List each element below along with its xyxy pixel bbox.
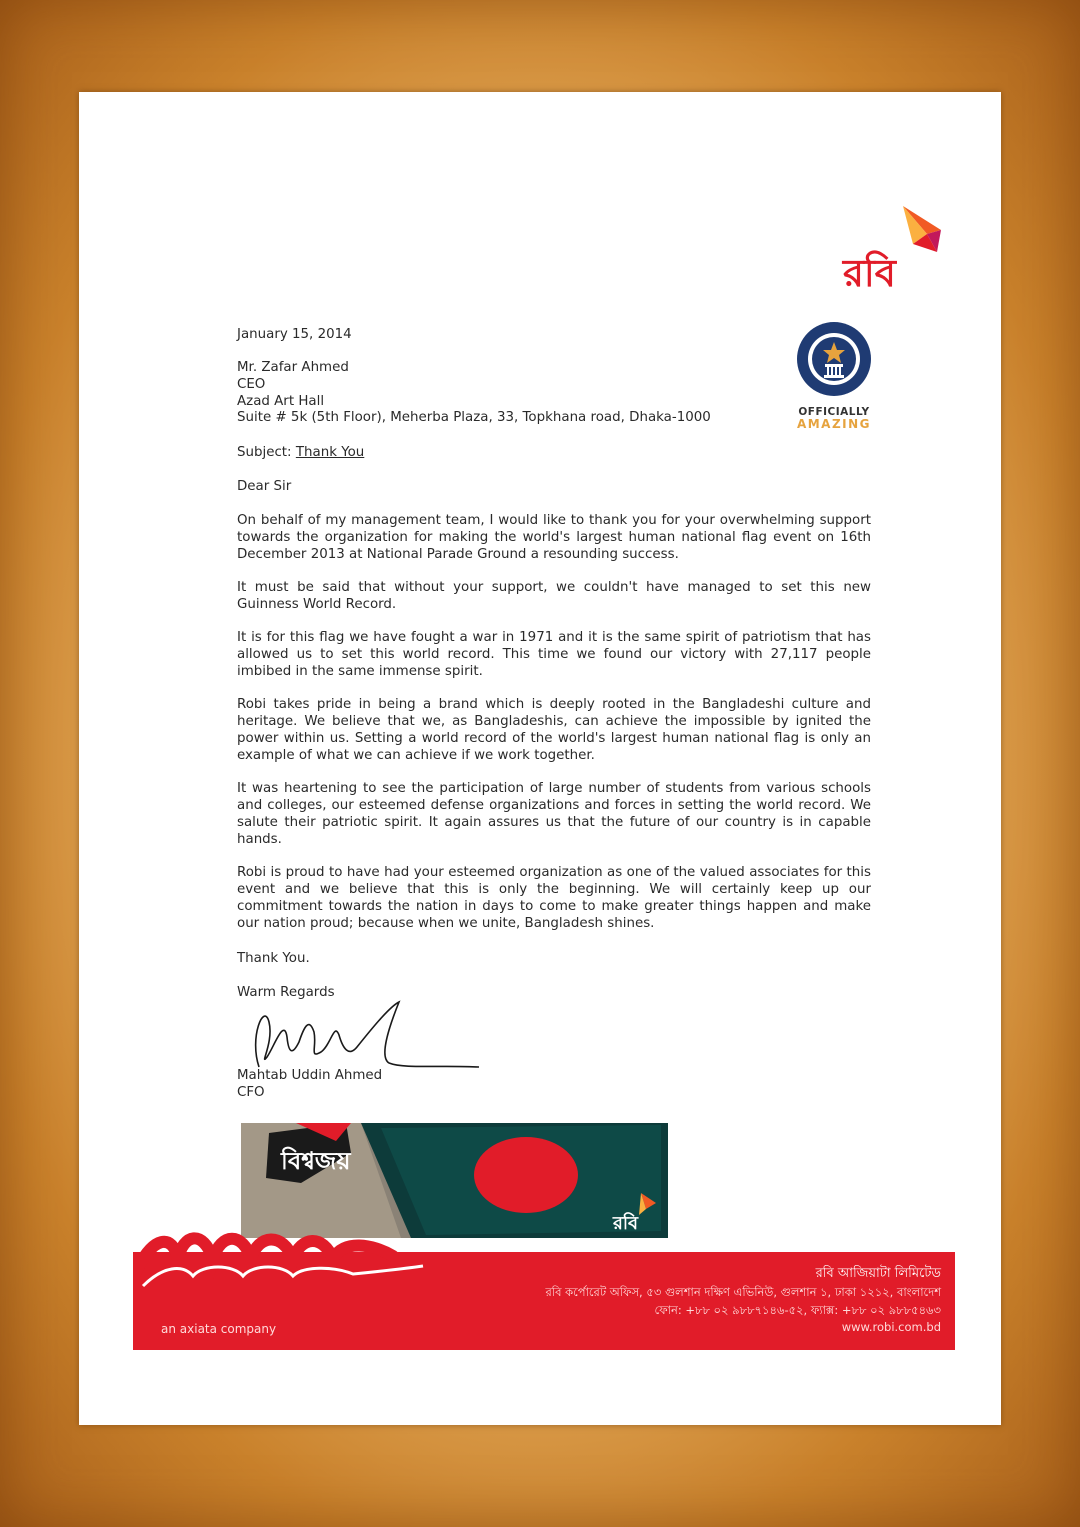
- body-paragraph-6: Robi is proud to have had your esteemed organization as one of the valued associates for this event and we believe that this is only the beginning. We will certainly keep up our commitment towards the nation in days to come to make greater things happen and make our nation proud; because when we unite, Bangladesh shines.: [237, 865, 871, 931]
- phone-fax-bengali: ফোন: +৮৮ ০২ ৯৮৮৭১৪৬-৫২, ফ্যাক্স: +৮৮ ০২ ৯৮৮৫৪৬৩: [654, 1303, 941, 1317]
- subject-text: Thank You: [295, 445, 365, 460]
- banner-robi-logo: রবি: [613, 1213, 639, 1234]
- company-name-bengali: রবি আজিয়াটা লিমিটেড: [815, 1266, 941, 1281]
- office-address-bengali: রবি কর্পোরেট অফিস, ৫৩ গুলশান দক্ষিণ এভিনিউ, গুলশান ১, ঢাকা ১২১২, বাংলাদেশ: [545, 1285, 941, 1299]
- subject-label: Subject:: [237, 445, 292, 460]
- body-paragraph-1: On behalf of my management team, I would like to thank you for your overwhelming support towards the organization for making the world's largest human national flag event on 16th December 2013 at National Parade Ground a resounding success.: [237, 513, 871, 562]
- warm-regards: Warm Regards: [237, 985, 335, 1000]
- letter-date: January 15, 2014: [237, 327, 352, 342]
- body-paragraph-3: It is for this flag we have fought a war in 1971 and it is the same spirit of patriotism that has allowed us to set this world record. This time we found our victory with 27,117 people imbibed in the same immense spirit.: [237, 630, 871, 679]
- badge-line-2: AMAZING: [796, 417, 872, 431]
- robi-logo: [841, 204, 951, 294]
- axiata-tagline: an axiata company: [161, 1322, 277, 1336]
- guinness-world-records-badge: [793, 320, 875, 432]
- body-paragraph-5: It was heartening to see the participation of large number of students from various schools and colleges, our esteemed defense organizations and forces in setting the world record. We salute their patriotic spirit. It again assures us that the future of our country is in capable hands.: [237, 781, 871, 847]
- recipient-company: Azad Art Hall: [237, 394, 325, 409]
- signer-name: Mahtab Uddin Ahmed: [237, 1068, 383, 1083]
- guinness-seal-icon: [795, 320, 873, 398]
- letter-page: [79, 92, 1001, 1425]
- decorative-script-art: [133, 1214, 433, 1294]
- signer-title: CFO: [237, 1085, 265, 1100]
- badge-line-1: OFFICIALLY: [798, 406, 870, 418]
- body-paragraph-2: It must be said that without your support, we couldn't have managed to set this new Guinness World Record.: [237, 580, 871, 612]
- recipient-name: Mr. Zafar Ahmed: [237, 360, 349, 375]
- subject-line: [237, 445, 364, 462]
- recipient-address: Suite # 5k (5th Floor), Meherba Plaza, 33, Topkhana road, Dhaka-1000: [237, 410, 711, 425]
- website-link[interactable]: www.robi.com.bd: [841, 1320, 941, 1334]
- salutation: Dear Sir: [237, 479, 292, 494]
- recipient-title: CEO: [237, 377, 266, 392]
- banner-title: বিশ্বজয়: [281, 1147, 351, 1175]
- letterhead-footer: [133, 1252, 955, 1350]
- closing-line: Thank You.: [237, 951, 310, 966]
- body-paragraph-4: Robi takes pride in being a brand which is deeply rooted in the Bangladeshi culture and heritage. We believe that we, as Bangladeshis, can achieve the impossible by ignited the power within us. Setting a world record of the world's largest human national flag is only an example of what we can achieve if we work together.: [237, 697, 871, 763]
- robi-logo-text: রবি: [843, 251, 896, 294]
